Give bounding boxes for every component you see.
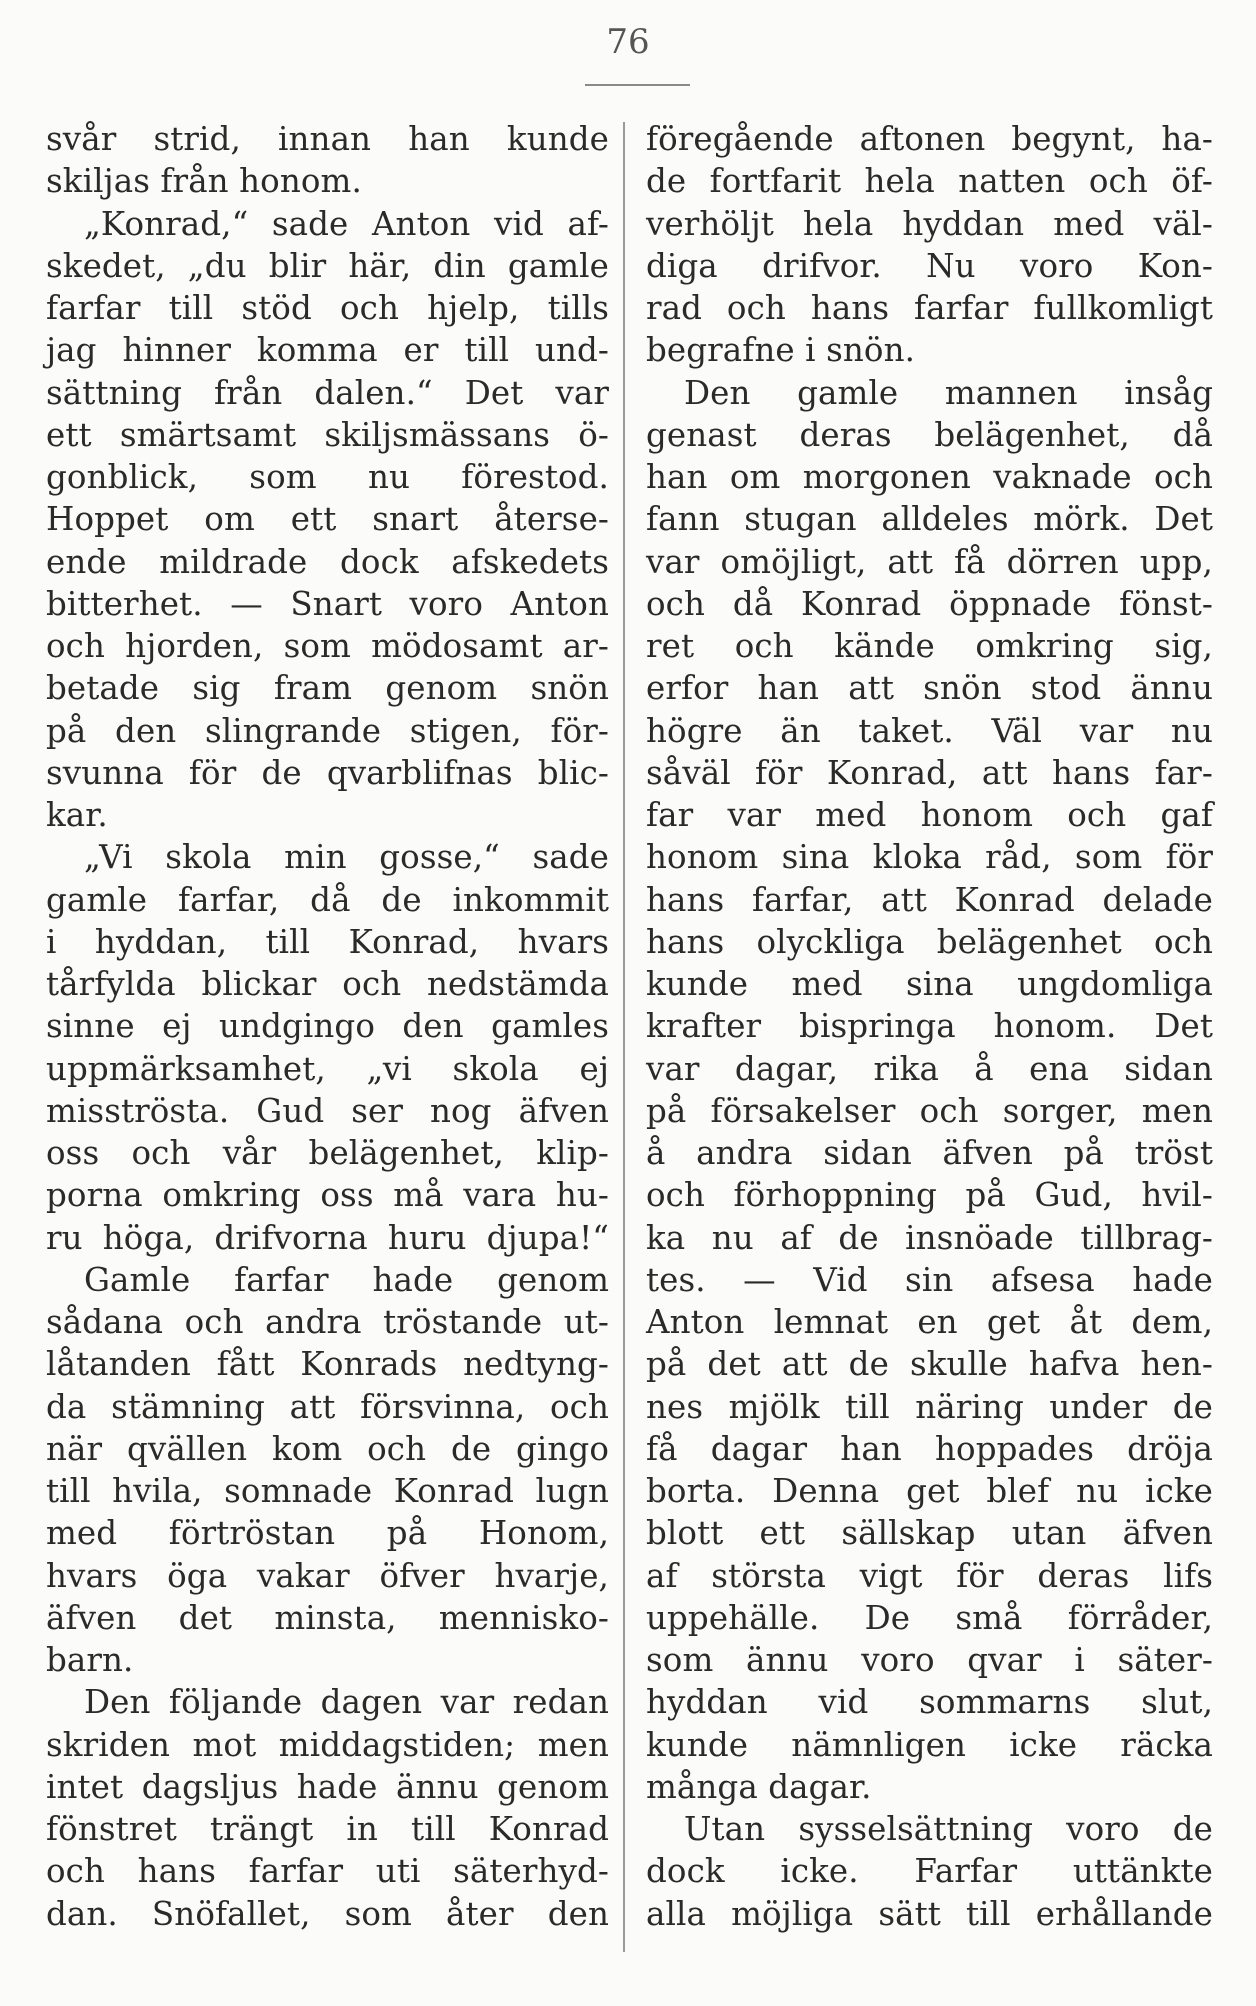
text-line: såväl för Konrad, att hans far- bbox=[646, 753, 1213, 792]
text-line: porna omkring oss må vara hu- bbox=[46, 1176, 609, 1215]
text-line: ende mildrade dock afskedets bbox=[46, 542, 609, 581]
text-line: var dagar, rika å ena sidan bbox=[646, 1049, 1213, 1088]
page-number: 76 bbox=[606, 22, 650, 62]
text-line: blott ett sällskap utan äfven bbox=[646, 1514, 1213, 1553]
text-line: fönstret trängt in till Konrad bbox=[46, 1810, 609, 1848]
text-line: ett smärtsamt skiljsmässans ö- bbox=[46, 415, 609, 454]
text-line: verhöljt hela hyddan med väl- bbox=[646, 204, 1213, 243]
text-line: uppehälle. De små förråder, bbox=[646, 1598, 1213, 1637]
text-column-right bbox=[646, 118, 1213, 1935]
text-line: Utan sysselsättning voro de bbox=[684, 1810, 1213, 1848]
text-line: låtanden fått Konrads nedtyng- bbox=[46, 1345, 609, 1384]
text-line: Hoppet om ett snart återse- bbox=[46, 500, 609, 539]
text-line: svunna för de qvarblifnas blic- bbox=[46, 753, 609, 792]
text-line: på det att de skulle hafva hen- bbox=[646, 1345, 1213, 1384]
text-line: skriden mot middagstiden; men bbox=[46, 1725, 609, 1764]
text-line: skedet, „du blir här, din gamle bbox=[46, 246, 609, 285]
text-line: till hvila, somnade Konrad lugn bbox=[46, 1472, 609, 1510]
text-line: hvars öga vakar öfver hvarje, bbox=[46, 1556, 609, 1595]
text-line: få dagar han hoppades dröja bbox=[646, 1429, 1213, 1468]
text-line: borta. Denna get blef nu icke bbox=[646, 1472, 1213, 1510]
text-line: ret och kände omkring sig, bbox=[646, 627, 1213, 665]
text-line: diga drifvor. Nu voro Kon- bbox=[646, 246, 1213, 285]
text-line: i hyddan, till Konrad, hvars bbox=[46, 922, 609, 961]
text-line: „Konrad,“ sade Anton vid af- bbox=[84, 204, 609, 243]
text-line: kar. bbox=[46, 796, 108, 834]
text-line: erfor han att snön stod ännu bbox=[646, 669, 1213, 708]
text-line: betade sig fram genom snön bbox=[46, 669, 609, 708]
header-rule bbox=[585, 84, 690, 86]
text-line: på den slingrande stigen, för- bbox=[46, 711, 609, 750]
text-column-left bbox=[46, 118, 609, 1935]
text-line: tes. — Vid sin afsesa hade bbox=[646, 1260, 1213, 1299]
text-line: „Vi skola min gosse,“ sade bbox=[84, 838, 609, 877]
text-line: af största vigt för deras lifs bbox=[646, 1556, 1213, 1595]
text-line: hyddan vid sommarns slut, bbox=[646, 1683, 1213, 1722]
text-line: alla möjliga sätt till erhållande bbox=[646, 1894, 1213, 1933]
text-line: och hjorden, som mödosamt ar- bbox=[46, 627, 609, 665]
text-line: ru höga, drifvorna huru djupa!“ bbox=[46, 1218, 609, 1257]
text-line: och förhoppning på Gud, hvil- bbox=[646, 1176, 1213, 1215]
text-line: sinne ej undgingo den gamles bbox=[46, 1007, 609, 1046]
text-line: han om morgonen vaknade och bbox=[646, 458, 1213, 496]
text-line: intet dagsljus hade ännu genom bbox=[46, 1767, 609, 1806]
text-line: far var med honom och gaf bbox=[646, 796, 1213, 834]
text-line: när qvällen kom och de gingo bbox=[46, 1429, 609, 1468]
text-line: ka nu af de insnöade tillbrag- bbox=[646, 1218, 1213, 1257]
text-line: fann stugan alldeles mörk. Det bbox=[646, 500, 1213, 539]
text-line: dan. Snöfallet, som åter den bbox=[46, 1894, 609, 1933]
text-line: Gamle farfar hade genom bbox=[84, 1260, 609, 1299]
text-line: sättning från dalen.“ Det var bbox=[46, 373, 609, 412]
text-line: genast deras belägenhet, då bbox=[646, 415, 1213, 454]
text-line: gonblick, som nu förestod. bbox=[46, 458, 609, 496]
text-line: var omöjligt, att få dörren upp, bbox=[646, 542, 1213, 581]
text-line: och hans farfar uti säterhyd- bbox=[46, 1852, 609, 1891]
text-line: kunde med sina ungdomliga bbox=[646, 965, 1213, 1003]
text-line: med förtröstan på Honom, bbox=[46, 1514, 609, 1553]
text-line: uppmärksamhet, „vi skola ej bbox=[46, 1049, 609, 1088]
text-line: äfven det minsta, mennisko- bbox=[46, 1598, 609, 1637]
text-line: högre än taket. Väl var nu bbox=[646, 711, 1213, 750]
text-line: som ännu voro qvar i säter- bbox=[646, 1641, 1213, 1679]
text-line: de fortfarit hela natten och öf- bbox=[646, 162, 1213, 201]
text-line: farfar till stöd och hjelp, tills bbox=[46, 289, 609, 327]
text-line: Den följande dagen var redan bbox=[84, 1683, 609, 1722]
text-line: å andra sidan äfven på tröst bbox=[646, 1134, 1213, 1172]
text-line: på försakelser och sorger, men bbox=[646, 1091, 1213, 1130]
text-line: hans farfar, att Konrad delade bbox=[646, 880, 1213, 919]
text-line: oss och vår belägenhet, klip- bbox=[46, 1134, 609, 1172]
text-line: sådana och andra tröstande ut- bbox=[46, 1303, 609, 1341]
text-line: Den gamle mannen insåg bbox=[684, 373, 1213, 412]
text-line: bitterhet. — Snart voro Anton bbox=[46, 584, 609, 623]
text-line: svår strid, innan han kunde bbox=[46, 120, 609, 158]
text-line: kunde nämnligen icke räcka bbox=[646, 1725, 1213, 1764]
text-line: gamle farfar, då de inkommit bbox=[46, 880, 609, 919]
text-line: Anton lemnat en get åt dem, bbox=[646, 1303, 1213, 1341]
text-line: misströsta. Gud ser nog äfven bbox=[46, 1091, 609, 1130]
text-line: dock icke. Farfar uttänkte bbox=[646, 1852, 1213, 1891]
text-line: rad och hans farfar fullkomligt bbox=[646, 289, 1213, 327]
text-line: och då Konrad öppnade fönst- bbox=[646, 584, 1213, 623]
text-line: många dagar. bbox=[646, 1767, 872, 1806]
text-line: krafter bispringa honom. Det bbox=[646, 1007, 1213, 1046]
column-divider bbox=[623, 122, 625, 1952]
text-line: begrafne i snön. bbox=[646, 331, 916, 370]
text-line: barn. bbox=[46, 1641, 134, 1679]
text-line: tårfylda blickar och nedstämda bbox=[46, 965, 609, 1003]
text-line: da stämning att försvinna, och bbox=[46, 1387, 609, 1426]
text-line: hans olyckliga belägenhet och bbox=[646, 922, 1213, 961]
text-line: föregående aftonen begynt, ha- bbox=[646, 120, 1213, 158]
text-line: jag hinner komma er till und- bbox=[46, 331, 609, 370]
text-line: nes mjölk till näring under de bbox=[646, 1387, 1213, 1426]
text-line: honom sina kloka råd, som för bbox=[646, 838, 1213, 877]
text-line: skiljas från honom. bbox=[46, 162, 362, 201]
